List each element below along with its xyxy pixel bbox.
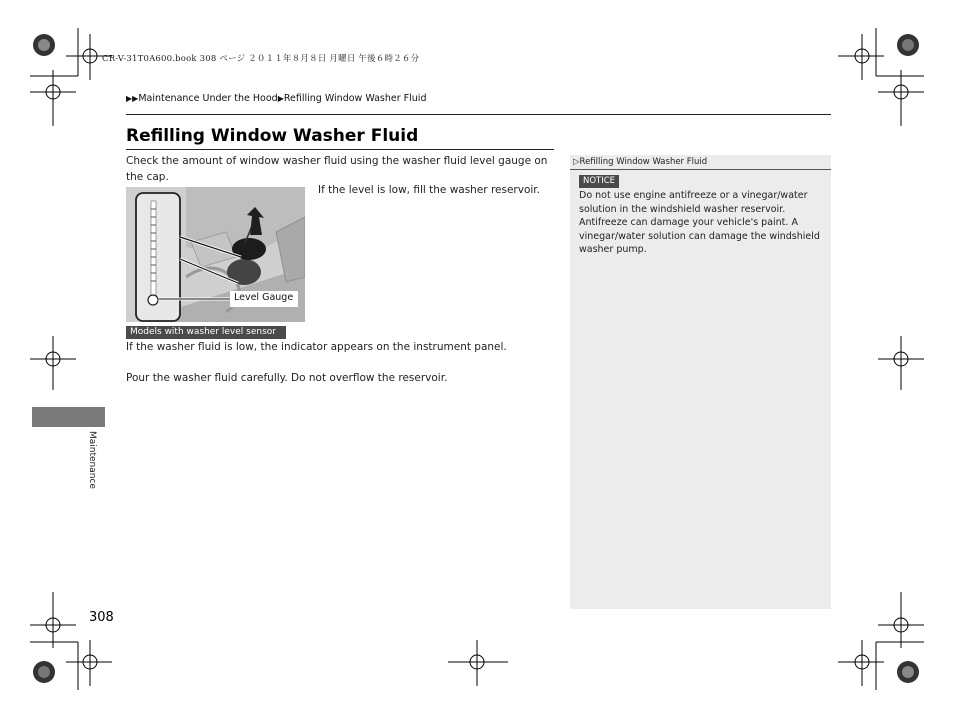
sidebar-heading-text[interactable]: Refilling Window Washer Fluid (579, 157, 708, 167)
page-title: Refilling Window Washer Fluid (126, 126, 419, 146)
file-info-header: CR-V-31T0A600.book 308 ページ ２０１１年８月８日 月曜日 午後６時２６分 (102, 54, 420, 64)
sidebar-text-line2: Antifreeze can damage your vehicle's paint. A vinegar/water solution can damage the windshield washer pump. (579, 217, 820, 255)
breadcrumb (126, 93, 426, 104)
models-paragraph: If the washer fluid is low, the indicator appears on the instrument panel. (126, 341, 507, 353)
breadcrumb-arrow-icon: ▶▶ (126, 94, 139, 103)
intro-paragraph: Check the amount of window washer fluid using the washer fluid level gauge on the cap. (126, 155, 548, 183)
fill-instruction: If the level is low, fill the washer reservoir. (318, 184, 540, 196)
header-divider (126, 114, 831, 115)
sidebar-ref-icon: ▷ (573, 157, 580, 167)
sidebar-body (579, 189, 824, 257)
title-divider (126, 149, 554, 150)
sidebar-heading (570, 155, 831, 170)
sidebar-text-line1: Do not use engine antifreeze or a vinegar/water solution in the windshield washer reservoir. (579, 190, 808, 215)
pour-paragraph: Pour the washer fluid carefully. Do not overflow the reservoir. (126, 372, 448, 384)
section-tab[interactable] (32, 407, 105, 427)
section-tab-label: Maintenance (87, 431, 97, 489)
page-number: 308 (89, 610, 114, 625)
level-gauge-label: Level Gauge (234, 292, 294, 303)
breadcrumb-separator-icon: ▶ (277, 94, 284, 103)
models-badge: Models with washer level sensor (126, 326, 286, 339)
washer-cap-illustration (126, 187, 305, 322)
breadcrumb-item-maintenance[interactable]: Maintenance Under the Hood (138, 93, 278, 104)
breadcrumb-item-refilling[interactable]: Refilling Window Washer Fluid (283, 93, 427, 104)
notice-badge: NOTICE (579, 175, 619, 188)
